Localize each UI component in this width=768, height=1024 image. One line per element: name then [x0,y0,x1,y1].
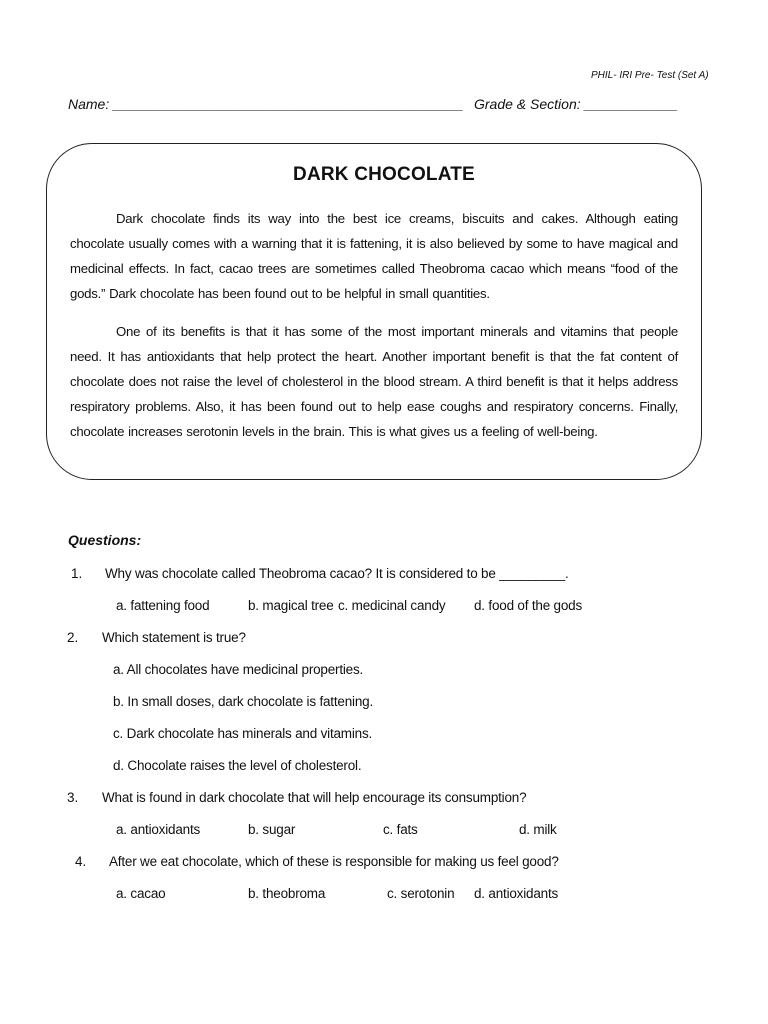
question-2-number: 2. [67,630,79,645]
question-4-text: After we eat chocolate, which of these is responsible for making us feel good? [109,854,559,869]
question-2-option-b[interactable]: b. In small doses, dark chocolate is fattening. [113,694,373,709]
question-4-option-d[interactable]: d. antioxidants [474,886,559,901]
passage-paragraph-2 [70,319,678,444]
grade-section-field-line: Grade & Section: ____________ [474,96,678,112]
question-4-option-c[interactable]: c. serotonin [387,886,455,901]
question-3-text: What is found in dark chocolate that will help encourage its consumption? [102,790,527,805]
question-1-option-c[interactable]: c. medicinal candy [338,598,446,613]
question-2-option-a[interactable]: a. All chocolates have medicinal properties. [113,662,364,677]
question-2-text: Which statement is true? [102,630,246,645]
question-2-option-d[interactable]: d. Chocolate raises the level of cholesterol. [113,758,362,773]
question-3-option-d[interactable]: d. milk [519,822,557,837]
question-4-option-b[interactable]: b. theobroma [248,886,326,901]
passage-title: DARK CHOCOLATE [293,164,475,185]
question-4-number: 4. [75,854,87,869]
question-3-option-b[interactable]: b. sugar [248,822,296,837]
name-field-line: Name: _____________________________________________ [68,96,464,112]
question-1-option-d[interactable]: d. food of the gods [474,598,583,613]
question-3-option-c[interactable]: c. fats [383,822,418,837]
question-4-option-a[interactable]: a. cacao [116,886,166,901]
question-3-option-a[interactable]: a. antioxidants [116,822,201,837]
paragraph-1-text: Dark chocolate finds its way into the best ice creams, biscuits and cakes. Although eating chocolate usually comes with a warning that it is fattening, it is also believed by some to have magical and medicinal effects. In fact, cacao trees are sometimes called Theobroma cacao which means “food of the gods.” Dark chocolate has been found out to be helpful in small quantities. [70,211,678,301]
question-2-option-c[interactable]: c. Dark chocolate has minerals and vitamins. [113,726,373,741]
questions-heading: Questions: [68,532,142,548]
passage-paragraph-1 [70,206,678,306]
paragraph-2-text: One of its benefits is that it has some of the most important minerals and vitamins that people need. It has antioxidants that help protect the heart. Another important benefit is that the fat content of chocolate does not raise the level of cholesterol in the blood stream. A third benefit is that it helps address respiratory problems. Also, it has been found out to help ease coughs and respiratory concerns. Finally, chocolate increases serotonin levels in the brain. This is what gives us a feeling of well-being. [70,324,678,439]
question-1-text: Why was chocolate called Theobroma cacao? It is considered to be _________. [105,566,569,581]
question-1-option-b[interactable]: b. magical tree [248,598,334,613]
test-set-label: PHIL- IRI Pre- Test (Set A) [591,70,709,81]
question-1-option-a[interactable]: a. fattening food [116,598,210,613]
question-1-number: 1. [71,566,83,581]
question-3-number: 3. [67,790,79,805]
